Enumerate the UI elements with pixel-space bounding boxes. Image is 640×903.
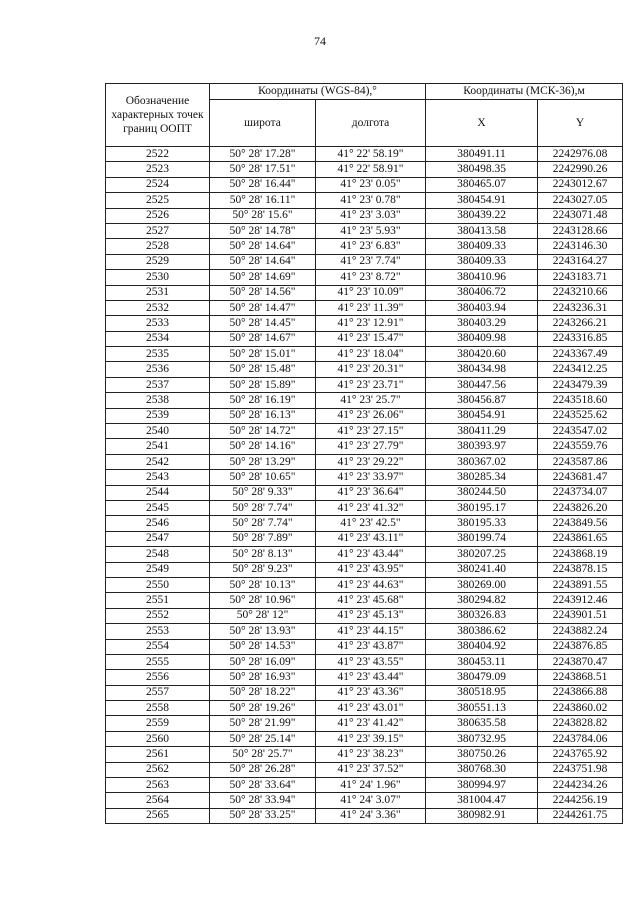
cell-latitude: 50° 28' 17.51": [210, 162, 316, 177]
cell-latitude: 50° 28' 25.14": [210, 731, 316, 746]
cell-latitude: 50° 28' 15.48": [210, 362, 316, 377]
cell-longitude: 41° 23' 0.78": [316, 193, 426, 208]
cell-point: 2564: [106, 793, 210, 808]
table-row: [106, 347, 623, 362]
cell-point: 2542: [106, 454, 210, 469]
table-row: [106, 162, 623, 177]
cell-x: 380207.25: [426, 547, 538, 562]
cell-y: 2243367.49: [538, 347, 623, 362]
table-body: [106, 147, 623, 824]
table-row: [106, 608, 623, 623]
cell-point: 2531: [106, 285, 210, 300]
cell-point: 2556: [106, 670, 210, 685]
cell-x: 380454.91: [426, 193, 538, 208]
cell-y: 2243901.51: [538, 608, 623, 623]
cell-y: 2243861.65: [538, 531, 623, 546]
cell-latitude: 50° 28' 16.44": [210, 177, 316, 192]
cell-point: 2523: [106, 162, 210, 177]
table-row: [106, 177, 623, 192]
cell-y: 2242990.26: [538, 162, 623, 177]
cell-point: 2522: [106, 147, 210, 162]
cell-y: 2243765.92: [538, 747, 623, 762]
cell-x: 380241.40: [426, 562, 538, 577]
cell-longitude: 41° 23' 38.23": [316, 747, 426, 762]
cell-x: 380994.97: [426, 778, 538, 793]
cell-longitude: 41° 23' 15.47": [316, 331, 426, 346]
table-row: [106, 701, 623, 716]
cell-longitude: 41° 23' 7.74": [316, 254, 426, 269]
cell-latitude: 50° 28' 14.56": [210, 285, 316, 300]
table-row: [106, 254, 623, 269]
table-row: [106, 547, 623, 562]
cell-point: 2543: [106, 470, 210, 485]
cell-point: 2530: [106, 270, 210, 285]
cell-y: 2243860.02: [538, 701, 623, 716]
cell-latitude: 50° 28' 12": [210, 608, 316, 623]
cell-longitude: 41° 23' 41.42": [316, 716, 426, 731]
cell-point: 2557: [106, 685, 210, 700]
cell-point: 2544: [106, 485, 210, 500]
cell-y: 2243912.46: [538, 593, 623, 608]
cell-latitude: 50° 28' 33.25": [210, 808, 316, 823]
cell-x: 380456.87: [426, 393, 538, 408]
cell-y: 2242976.08: [538, 147, 623, 162]
cell-y: 2243866.88: [538, 685, 623, 700]
cell-latitude: 50° 28' 14.45": [210, 316, 316, 331]
table-row: [106, 500, 623, 515]
cell-longitude: 41° 23' 36.64": [316, 485, 426, 500]
cell-longitude: 41° 23' 39.15": [316, 731, 426, 746]
cell-y: 2243479.39: [538, 377, 623, 392]
cell-latitude: 50° 28' 16.11": [210, 193, 316, 208]
table-row: [106, 408, 623, 423]
cell-y: 2243012.67: [538, 177, 623, 192]
cell-x: 380453.11: [426, 654, 538, 669]
cell-x: 380768.30: [426, 762, 538, 777]
cell-latitude: 50° 28' 14.64": [210, 239, 316, 254]
cell-latitude: 50° 28' 16.93": [210, 670, 316, 685]
cell-latitude: 50° 28' 13.93": [210, 624, 316, 639]
cell-point: 2548: [106, 547, 210, 562]
cell-x: 380244.50: [426, 485, 538, 500]
cell-longitude: 41° 23' 12.91": [316, 316, 426, 331]
cell-x: 380386.62: [426, 624, 538, 639]
cell-y: 2243164.27: [538, 254, 623, 269]
cell-y: 2243876.85: [538, 639, 623, 654]
cell-y: 2243316.85: [538, 331, 623, 346]
cell-point: 2550: [106, 577, 210, 592]
cell-y: 2244256.19: [538, 793, 623, 808]
cell-latitude: 50° 28' 14.64": [210, 254, 316, 269]
cell-longitude: 41° 23' 26.06": [316, 408, 426, 423]
cell-point: 2562: [106, 762, 210, 777]
cell-point: 2565: [106, 808, 210, 823]
cell-x: 380403.94: [426, 300, 538, 315]
cell-latitude: 50° 28' 14.67": [210, 331, 316, 346]
cell-point: 2534: [106, 331, 210, 346]
cell-point: 2539: [106, 408, 210, 423]
cell-latitude: 50° 28' 13.29": [210, 454, 316, 469]
cell-latitude: 50° 28' 15.89": [210, 377, 316, 392]
cell-longitude: 41° 23' 20.31": [316, 362, 426, 377]
table-row: [106, 316, 623, 331]
cell-latitude: 50° 28' 10.96": [210, 593, 316, 608]
cell-y: 2243751.98: [538, 762, 623, 777]
cell-x: 380454.91: [426, 408, 538, 423]
cell-longitude: 41° 23' 44.63": [316, 577, 426, 592]
cell-longitude: 41° 24' 3.07": [316, 793, 426, 808]
cell-longitude: 41° 23' 42.5": [316, 516, 426, 531]
cell-y: 2243071.48: [538, 208, 623, 223]
cell-longitude: 41° 23' 43.01": [316, 701, 426, 716]
cell-x: 380551.13: [426, 701, 538, 716]
cell-y: 2243868.51: [538, 670, 623, 685]
cell-point: 2559: [106, 716, 210, 731]
cell-y: 2244261.75: [538, 808, 623, 823]
page-number: 74: [314, 34, 326, 48]
cell-y: 2243266.21: [538, 316, 623, 331]
cell-latitude: 50° 28' 7.74": [210, 500, 316, 515]
cell-point: 2524: [106, 177, 210, 192]
cell-longitude: 41° 23' 43.36": [316, 685, 426, 700]
table-row: [106, 285, 623, 300]
cell-latitude: 50° 28' 10.13": [210, 577, 316, 592]
header-wgs84: Координаты (WGS-84),°: [210, 84, 426, 100]
table-row: [106, 778, 623, 793]
table-row: [106, 731, 623, 746]
cell-longitude: 41° 23' 43.44": [316, 547, 426, 562]
cell-point: 2541: [106, 439, 210, 454]
cell-latitude: 50° 28' 14.53": [210, 639, 316, 654]
cell-point: 2527: [106, 223, 210, 238]
header-longitude: долгота: [316, 100, 426, 147]
cell-longitude: 41° 23' 25.7": [316, 393, 426, 408]
cell-x: 380199.74: [426, 531, 538, 546]
cell-y: 2243878.15: [538, 562, 623, 577]
cell-x: 380439.22: [426, 208, 538, 223]
table-row: [106, 624, 623, 639]
cell-point: 2546: [106, 516, 210, 531]
cell-longitude: 41° 22' 58.19": [316, 147, 426, 162]
cell-point: 2525: [106, 193, 210, 208]
cell-x: 380411.29: [426, 424, 538, 439]
cell-point: 2561: [106, 747, 210, 762]
cell-x: 380447.56: [426, 377, 538, 392]
cell-latitude: 50° 28' 14.16": [210, 439, 316, 454]
cell-point: 2529: [106, 254, 210, 269]
cell-point: 2545: [106, 500, 210, 515]
cell-x: 380406.72: [426, 285, 538, 300]
cell-x: 380518.95: [426, 685, 538, 700]
cell-point: 2547: [106, 531, 210, 546]
cell-longitude: 41° 23' 27.15": [316, 424, 426, 439]
cell-point: 2540: [106, 424, 210, 439]
cell-y: 2243210.66: [538, 285, 623, 300]
cell-x: 380465.07: [426, 177, 538, 192]
cell-x: 380195.17: [426, 500, 538, 515]
cell-x: 380409.33: [426, 239, 538, 254]
header-x: X: [426, 100, 538, 147]
cell-point: 2563: [106, 778, 210, 793]
table-row: [106, 362, 623, 377]
header-latitude: широта: [210, 100, 316, 147]
table-row: [106, 716, 623, 731]
coordinates-table: [105, 83, 623, 824]
table-row: [106, 454, 623, 469]
cell-longitude: 41° 23' 43.55": [316, 654, 426, 669]
cell-longitude: 41° 23' 8.72": [316, 270, 426, 285]
table-row: [106, 670, 623, 685]
table-row: [106, 685, 623, 700]
cell-point: 2528: [106, 239, 210, 254]
cell-point: 2538: [106, 393, 210, 408]
table-row: [106, 516, 623, 531]
table-row: [106, 577, 623, 592]
cell-longitude: 41° 23' 43.11": [316, 531, 426, 546]
cell-x: 381004.47: [426, 793, 538, 808]
table-row: [106, 639, 623, 654]
cell-point: 2537: [106, 377, 210, 392]
cell-latitude: 50° 28' 14.69": [210, 270, 316, 285]
cell-latitude: 50° 28' 21.99": [210, 716, 316, 731]
cell-latitude: 50° 28' 9.33": [210, 485, 316, 500]
cell-point: 2554: [106, 639, 210, 654]
cell-latitude: 50° 28' 14.78": [210, 223, 316, 238]
cell-x: 380410.96: [426, 270, 538, 285]
cell-longitude: 41° 24' 3.36": [316, 808, 426, 823]
cell-y: 2243027.05: [538, 193, 623, 208]
cell-x: 380635.58: [426, 716, 538, 731]
table-row: [106, 300, 623, 315]
cell-latitude: 50° 28' 15.01": [210, 347, 316, 362]
cell-latitude: 50° 28' 26.28": [210, 762, 316, 777]
cell-latitude: 50° 28' 10.65": [210, 470, 316, 485]
cell-y: 2243784.06: [538, 731, 623, 746]
cell-y: 2243518.60: [538, 393, 623, 408]
cell-x: 380404.92: [426, 639, 538, 654]
cell-longitude: 41° 23' 11.39": [316, 300, 426, 315]
table-row: [106, 808, 623, 823]
cell-latitude: 50° 28' 25.7": [210, 747, 316, 762]
cell-latitude: 50° 28' 7.74": [210, 516, 316, 531]
cell-y: 2243559.76: [538, 439, 623, 454]
cell-y: 2243681.47: [538, 470, 623, 485]
table-row: [106, 377, 623, 392]
cell-latitude: 50° 28' 8.13": [210, 547, 316, 562]
table-row: [106, 393, 623, 408]
cell-latitude: 50° 28' 16.13": [210, 408, 316, 423]
cell-point: 2535: [106, 347, 210, 362]
cell-y: 2243870.47: [538, 654, 623, 669]
table-row: [106, 470, 623, 485]
cell-point: 2551: [106, 593, 210, 608]
cell-longitude: 41° 23' 43.87": [316, 639, 426, 654]
cell-x: 380393.97: [426, 439, 538, 454]
cell-latitude: 50° 28' 17.28": [210, 147, 316, 162]
cell-point: 2553: [106, 624, 210, 639]
table-row: [106, 562, 623, 577]
cell-longitude: 41° 23' 23.71": [316, 377, 426, 392]
cell-y: 2243587.86: [538, 454, 623, 469]
cell-latitude: 50° 28' 7.89": [210, 531, 316, 546]
cell-y: 2243547.02: [538, 424, 623, 439]
cell-x: 380750.26: [426, 747, 538, 762]
cell-longitude: 41° 23' 44.15": [316, 624, 426, 639]
cell-y: 2243826.20: [538, 500, 623, 515]
cell-x: 380491.11: [426, 147, 538, 162]
table-row: [106, 424, 623, 439]
cell-longitude: 41° 23' 33.97": [316, 470, 426, 485]
cell-longitude: 41° 23' 18.04": [316, 347, 426, 362]
table-row: [106, 193, 623, 208]
cell-point: 2532: [106, 300, 210, 315]
cell-x: 380498.35: [426, 162, 538, 177]
cell-y: 2243525.62: [538, 408, 623, 423]
table-row: [106, 223, 623, 238]
table-row: [106, 747, 623, 762]
cell-latitude: 50° 28' 33.64": [210, 778, 316, 793]
table-row: [106, 147, 623, 162]
cell-longitude: 41° 23' 5.93": [316, 223, 426, 238]
header-msk36: Координаты (МСК-36),м: [426, 84, 623, 100]
table-row: [106, 485, 623, 500]
table-row: [106, 208, 623, 223]
cell-y: 2244234.26: [538, 778, 623, 793]
cell-y: 2243734.07: [538, 485, 623, 500]
cell-point: 2536: [106, 362, 210, 377]
cell-y: 2243236.31: [538, 300, 623, 315]
table-row: [106, 270, 623, 285]
cell-latitude: 50° 28' 14.47": [210, 300, 316, 315]
table-row: [106, 793, 623, 808]
table-row: [106, 331, 623, 346]
cell-y: 2243868.19: [538, 547, 623, 562]
cell-x: 380403.29: [426, 316, 538, 331]
cell-x: 380409.98: [426, 331, 538, 346]
cell-y: 2243849.56: [538, 516, 623, 531]
cell-x: 380326.83: [426, 608, 538, 623]
cell-longitude: 41° 23' 43.44": [316, 670, 426, 685]
table-row: [106, 762, 623, 777]
cell-y: 2243891.55: [538, 577, 623, 592]
cell-y: 2243146.30: [538, 239, 623, 254]
cell-latitude: 50° 28' 14.72": [210, 424, 316, 439]
header-point-designation: Обозначение характерных точек границ ООПТ: [106, 84, 210, 147]
cell-point: 2555: [106, 654, 210, 669]
table-row: [106, 593, 623, 608]
cell-longitude: 41° 23' 3.03": [316, 208, 426, 223]
cell-longitude: 41° 23' 41.32": [316, 500, 426, 515]
cell-longitude: 41° 23' 45.68": [316, 593, 426, 608]
cell-point: 2552: [106, 608, 210, 623]
cell-x: 380285.34: [426, 470, 538, 485]
cell-x: 380982.91: [426, 808, 538, 823]
cell-x: 380420.60: [426, 347, 538, 362]
cell-y: 2243183.71: [538, 270, 623, 285]
cell-x: 380367.02: [426, 454, 538, 469]
table-row: [106, 239, 623, 254]
cell-x: 380409.33: [426, 254, 538, 269]
cell-x: 380269.00: [426, 577, 538, 592]
table-row: [106, 439, 623, 454]
cell-longitude: 41° 22' 58.91": [316, 162, 426, 177]
cell-latitude: 50° 28' 9.23": [210, 562, 316, 577]
cell-y: 2243128.66: [538, 223, 623, 238]
cell-longitude: 41° 23' 45.13": [316, 608, 426, 623]
cell-longitude: 41° 23' 10.09": [316, 285, 426, 300]
table-row: [106, 654, 623, 669]
cell-longitude: 41° 23' 6.83": [316, 239, 426, 254]
cell-latitude: 50° 28' 15.6": [210, 208, 316, 223]
cell-point: 2558: [106, 701, 210, 716]
cell-x: 380413.58: [426, 223, 538, 238]
cell-x: 380434.98: [426, 362, 538, 377]
cell-latitude: 50° 28' 19.26": [210, 701, 316, 716]
cell-latitude: 50° 28' 18.22": [210, 685, 316, 700]
cell-x: 380479.09: [426, 670, 538, 685]
cell-x: 380195.33: [426, 516, 538, 531]
header-y: Y: [538, 100, 623, 147]
cell-latitude: 50° 28' 16.19": [210, 393, 316, 408]
cell-longitude: 41° 23' 37.52": [316, 762, 426, 777]
cell-x: 380732.95: [426, 731, 538, 746]
cell-latitude: 50° 28' 33.94": [210, 793, 316, 808]
table-row: [106, 531, 623, 546]
cell-latitude: 50° 28' 16.09": [210, 654, 316, 669]
cell-point: 2533: [106, 316, 210, 331]
cell-y: 2243882.24: [538, 624, 623, 639]
cell-longitude: 41° 23' 43.95": [316, 562, 426, 577]
cell-point: 2549: [106, 562, 210, 577]
cell-longitude: 41° 23' 27.79": [316, 439, 426, 454]
cell-y: 2243412.25: [538, 362, 623, 377]
cell-longitude: 41° 23' 29.22": [316, 454, 426, 469]
cell-point: 2526: [106, 208, 210, 223]
cell-point: 2560: [106, 731, 210, 746]
cell-x: 380294.82: [426, 593, 538, 608]
cell-y: 2243828.82: [538, 716, 623, 731]
cell-longitude: 41° 24' 1.96": [316, 778, 426, 793]
cell-longitude: 41° 23' 0.05": [316, 177, 426, 192]
